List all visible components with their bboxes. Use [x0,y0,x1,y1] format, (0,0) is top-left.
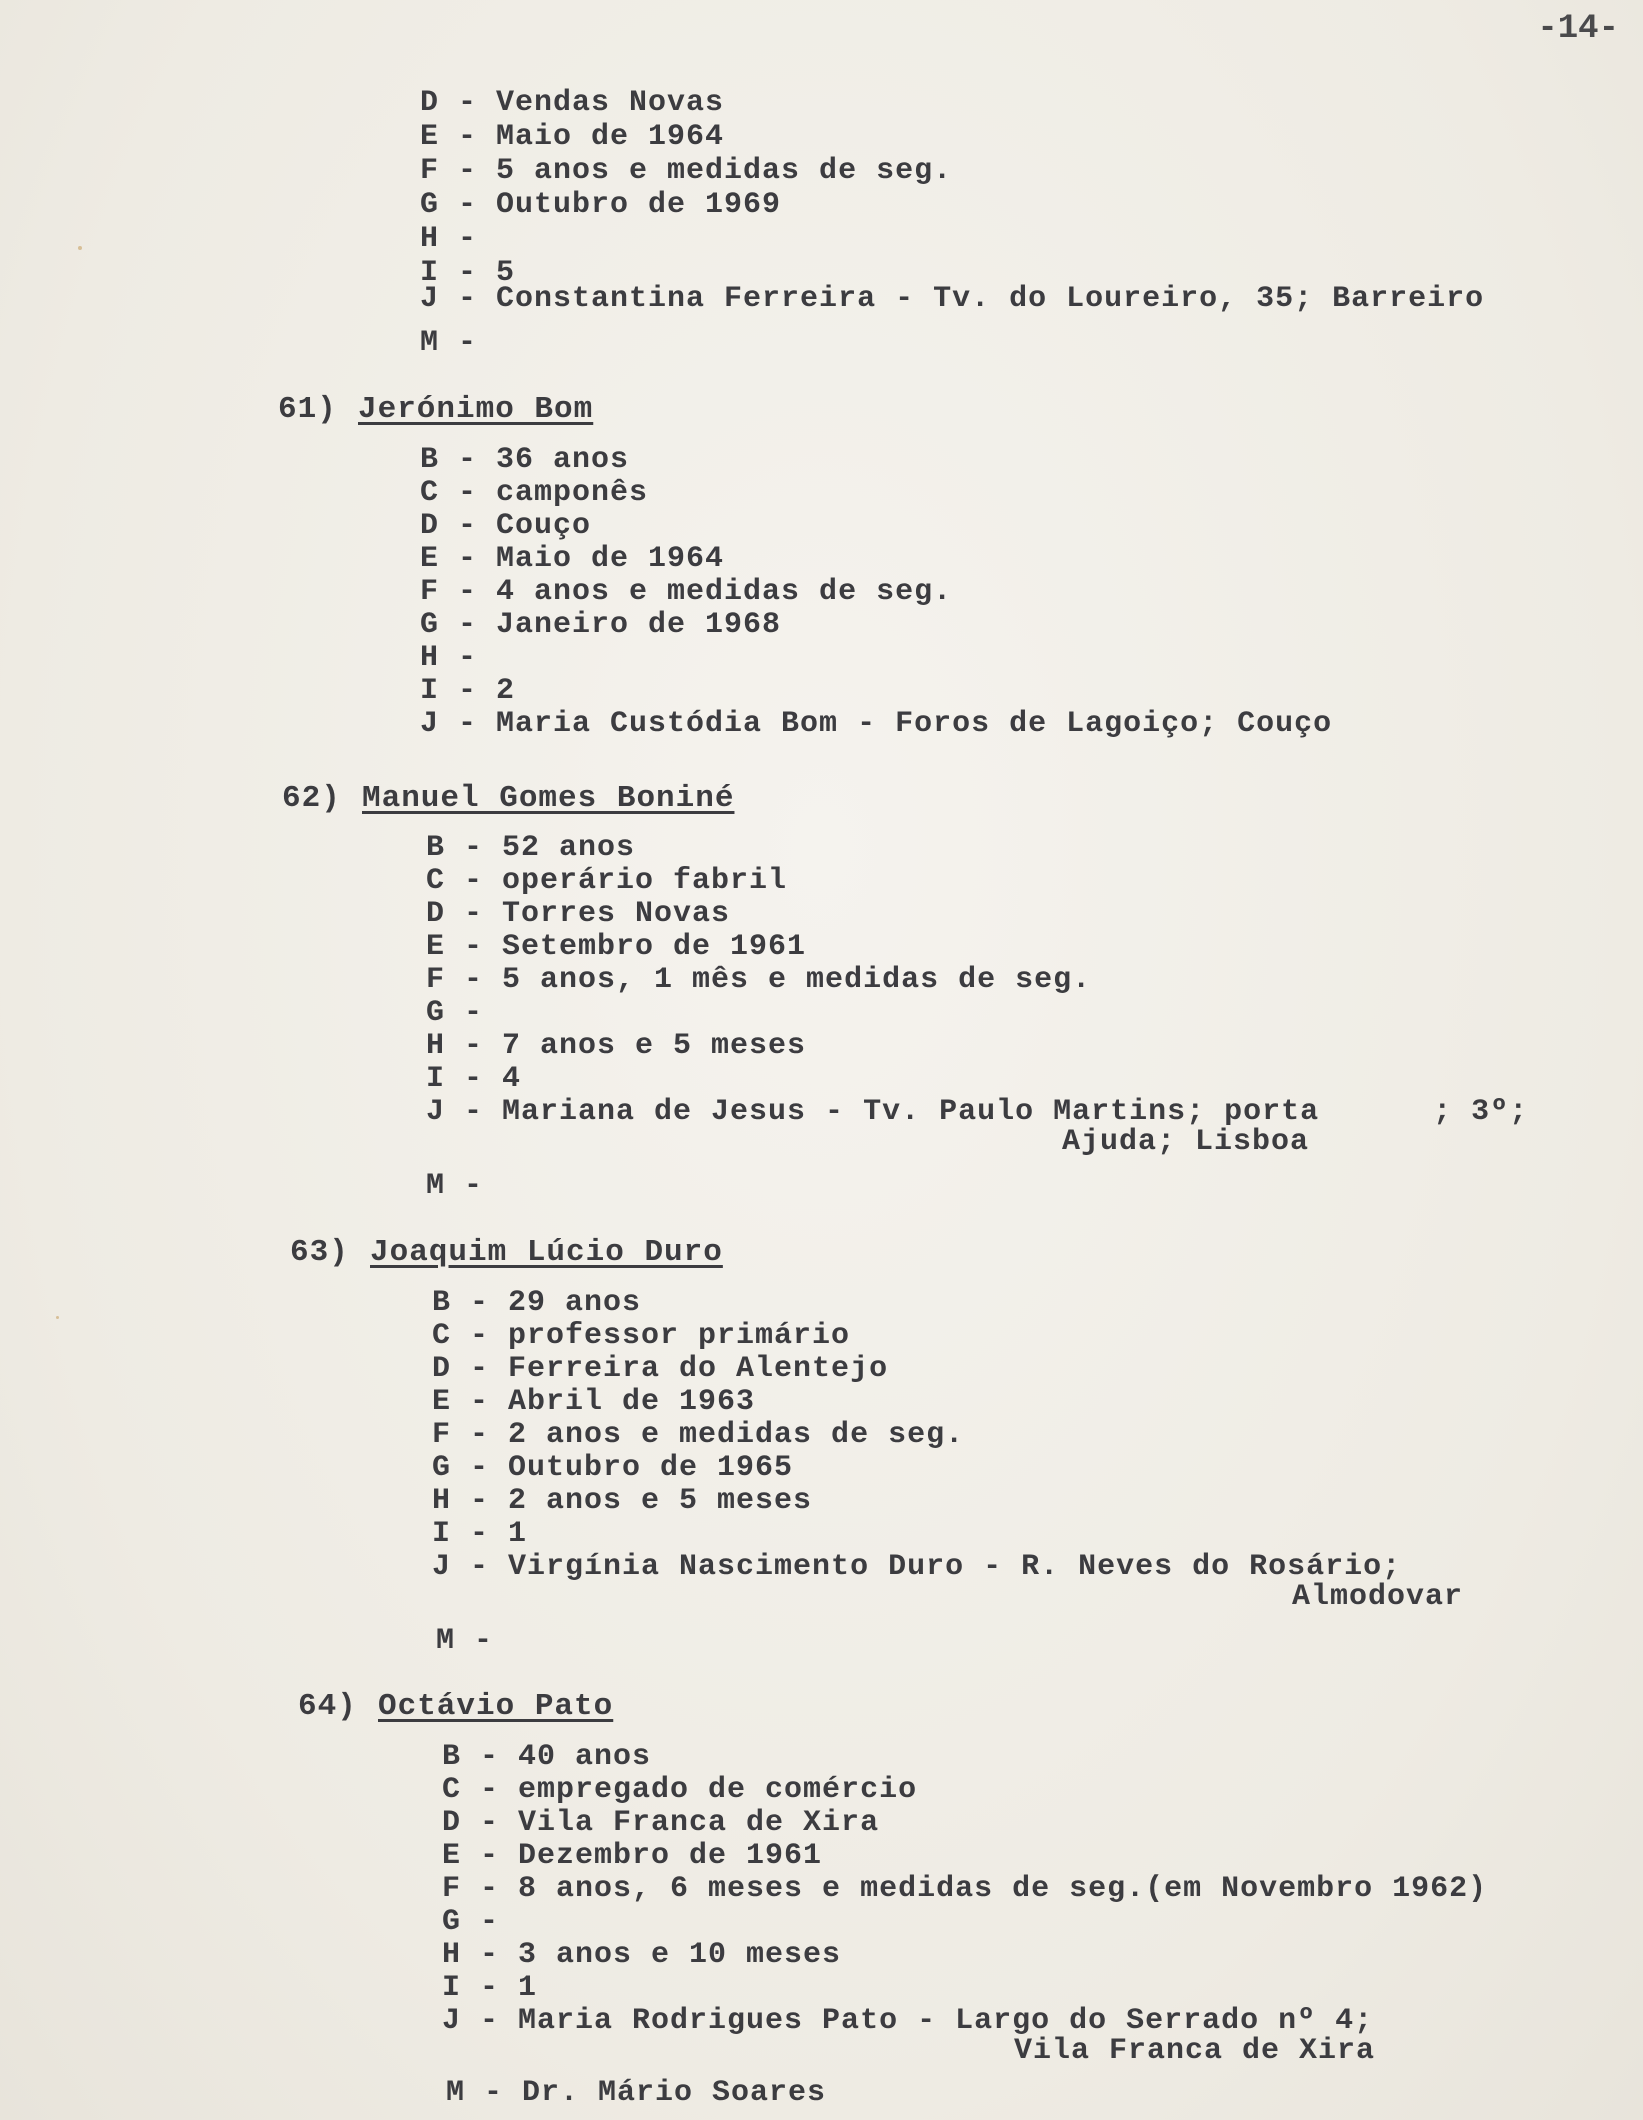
entry-63-line-f: F - 2 anos e medidas de seg. [432,1418,965,1452]
entry-63-line-c: C - professor primário [432,1319,851,1353]
entry-61-number: 61) [278,392,337,427]
entry-62-line-f: F - 5 anos, 1 mês e medidas de seg. [426,963,1092,997]
entry-64-line-h: H - 3 anos e 10 meses [442,1938,842,1972]
entry-63-line-g: G - Outubro de 1965 [432,1451,794,1485]
entry-62-line-j: J - Mariana de Jesus - Tv. Paulo Martins; porta ; 3º; [426,1095,1529,1129]
entry-63-line-i: I - 1 [432,1517,528,1551]
entry-62-line-m: M - [426,1169,484,1203]
entry-61-line-e: E - Maio de 1964 [420,542,725,576]
entry-64-line-j: J - Maria Rodrigues Pato - Largo do Serrado nº 4; [442,2004,1374,2038]
entry-62-number: 62) [282,781,341,816]
page-number: -14- [1537,10,1619,48]
entry-61-line-j: J - Maria Custódia Bom - Foros de Lagoiço; Couço [420,707,1333,741]
cont-line-f: F - 5 anos e medidas de seg. [420,154,953,188]
entry-63-number: 63) [290,1235,349,1270]
entry-62-line-c: C - operário fabril [426,864,788,898]
entry-63-line-b: B - 29 anos [432,1286,642,1320]
entry-61-line-f: F - 4 anos e medidas de seg. [420,575,953,609]
entry-63-line-j: J - Virgínia Nascimento Duro - R. Neves do Rosário; [432,1550,1402,1584]
entry-63-name: Joaquim Lúcio Duro [370,1235,723,1270]
entry-61-name: Jerónimo Bom [358,392,594,427]
entry-63-line-m: M - [436,1624,494,1658]
entry-63-line-j-cont: Almodovar [1292,1580,1464,1614]
entry-63-line-d: D - Ferreira do Alentejo [432,1352,889,1386]
entry-62-name: Manuel Gomes Boniné [362,781,735,816]
cont-line-j: J - Constantina Ferreira - Tv. do Loureiro, 35; Barreiro [420,282,1485,316]
entry-64-name: Octávio Pato [378,1689,614,1724]
entry-61-line-i: I - 2 [420,674,516,708]
cont-line-e: E - Maio de 1964 [420,120,725,154]
entry-61-line-g: G - Janeiro de 1968 [420,608,782,642]
entry-61-line-h: H - [420,641,478,675]
entry-64-line-j-cont: Vila Franca de Xira [1014,2034,1376,2068]
entry-61-line-b: B - 36 anos [420,443,630,477]
entry-64-line-m: M - Dr. Mário Soares [446,2076,827,2110]
entry-61-line-d: D - Couço [420,509,592,543]
paper-speck [56,1316,59,1319]
entry-62-line-d: D - Torres Novas [426,897,731,931]
entry-62-line-g: G - [426,996,484,1030]
cont-line-m: M - [420,326,478,360]
cont-line-i: I - 5 [420,256,516,290]
entry-62-line-j-cont: Ajuda; Lisboa [1062,1125,1310,1159]
entry-62-line-b: B - 52 anos [426,831,636,865]
entry-64-line-d: D - Vila Franca de Xira [442,1806,880,1840]
entry-64-number: 64) [298,1689,357,1724]
entry-64-line-i: I - 1 [442,1971,538,2005]
entry-63-line-h: H - 2 anos e 5 meses [432,1484,813,1518]
cont-line-h: H - [420,222,478,256]
entry-64-line-c: C - empregado de comércio [442,1773,918,1807]
cont-line-g: G - Outubro de 1969 [420,188,782,222]
entry-64-line-f: F - 8 anos, 6 meses e medidas de seg.(em Novembro 1962) [442,1872,1488,1906]
entry-63-line-e: E - Abril de 1963 [432,1385,756,1419]
entry-64-line-b: B - 40 anos [442,1740,652,1774]
entry-64-line-e: E - Dezembro de 1961 [442,1839,823,1873]
entry-62-line-e: E - Setembro de 1961 [426,930,807,964]
entry-61-line-c: C - camponês [420,476,649,510]
entry-62-line-h: H - 7 anos e 5 meses [426,1029,807,1063]
entry-64-line-g: G - [442,1905,500,1939]
entry-62-line-i: I - 4 [426,1062,522,1096]
paper-speck [78,246,82,250]
cont-line-d: D - Vendas Novas [420,86,725,120]
